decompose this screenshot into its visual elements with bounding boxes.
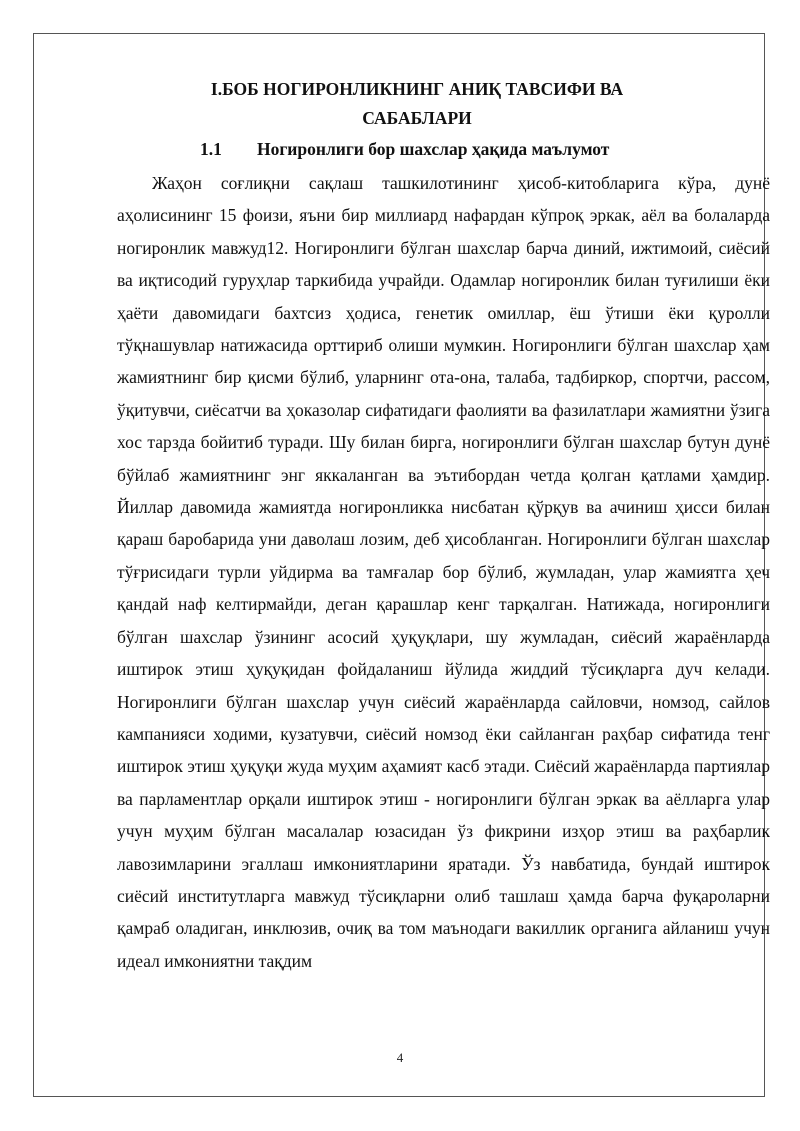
section-heading [117,135,770,164]
section-title: Ногиронлиги бор шахслар ҳақида маълумот [257,139,610,159]
page-number: 4 [396,1050,404,1065]
chapter-title [117,75,717,133]
chapter-title-line1: I.БОБ НОГИРОНЛИКНИНГ АНИҚ ТАВСИФИ ВА [210,79,624,99]
chapter-title-line2: САБАБЛАРИ [362,108,472,128]
section-number: 1.1 [200,139,222,159]
page-content [117,75,770,977]
body-paragraph: Жаҳон соғлиқни сақлаш ташкилотининг ҳисоб-китобларига кўра, дунё аҳолисининг 15 фоизи, яъни бир миллиард нафардан кўпроқ эркак, аёл ва болаларда ногиронлик мавжуд12. Ногиронлиги бўлган шахслар барча диний, ижтимоий, сиёсий ва иқтисодий гуруҳлар таркибида учрайди. Одамлар ногиронлик билан туғилиши ёки ҳаёти давомидаги бахтсиз ҳодиса, генетик омиллар, ёш ўтиши ёки қуролли тўқнашувлар натижасида орттириб олиши мумкин. Ногиронлиги бўлган шахслар ҳам жамиятнинг бир қисми бўлиб, уларнинг ота-она, талаба, тадбиркор, спортчи, рассом, ўқитувчи, сиёсатчи ва ҳоказолар сифатидаги фаолияти ва фазилатлари жамиятни ўзига хос тарзда бойитиб туради. Шу билан бирга, ногиронлиги бўлган шахслар бутун дунё бўйлаб жамиятнинг энг яккаланган ва эътибордан четда қолган қатлами ҳамдир. Йиллар давомида жамиятда ногиронликка нисбатан қўрқув ва ачиниш ҳисси билан қараш баробарида уни даволаш лозим, деб ҳисобланган. Ногиронлиги бўлган шахслар тўғрисидаги турли уйдирма ва тамғалар бор бўлиб, жумладан, улар жамиятга ҳеч қандай наф келтирмайди, деган қарашлар кенг тарқалган. Натижада, ногиронлиги бўлган шахслар ўзининг асосий ҳуқуқлари, шу жумладан, сиёсий жараёнларда иштирок этиш ҳуқуқидан фойдаланиш йўлида жиддий тўсиқларга дуч келади. Ногиронлиги бўлган шахслар учун сиёсий жараёнларда сайловчи, номзод, сайлов кампанияси ходими, кузатувчи, сиёсий номзод ёки сайланган раҳбар сифатида тенг иштирок этиш ҳуқуқи жуда муҳим аҳамият касб этади. Сиёсий жараёнларда партиялар ва парламентлар орқали иштирок этиш - ногиронлиги бўлган эркак ва аёлларга улар учун муҳим бўлган масалалар юзасидан ўз фикрини изҳор этиш ва раҳбарлик лавозимларини эгаллаш имкониятларини яратади. Ўз навбатида, бундай иштирок сиёсий институтларга мавжуд тўсиқларни олиб ташлаш ҳамда барча фуқароларни қамраб оладиган, инклюзив, очиқ ва том маънодаги вакиллик органига айланиш учун идеал имкониятни тақдим [117,173,770,971]
